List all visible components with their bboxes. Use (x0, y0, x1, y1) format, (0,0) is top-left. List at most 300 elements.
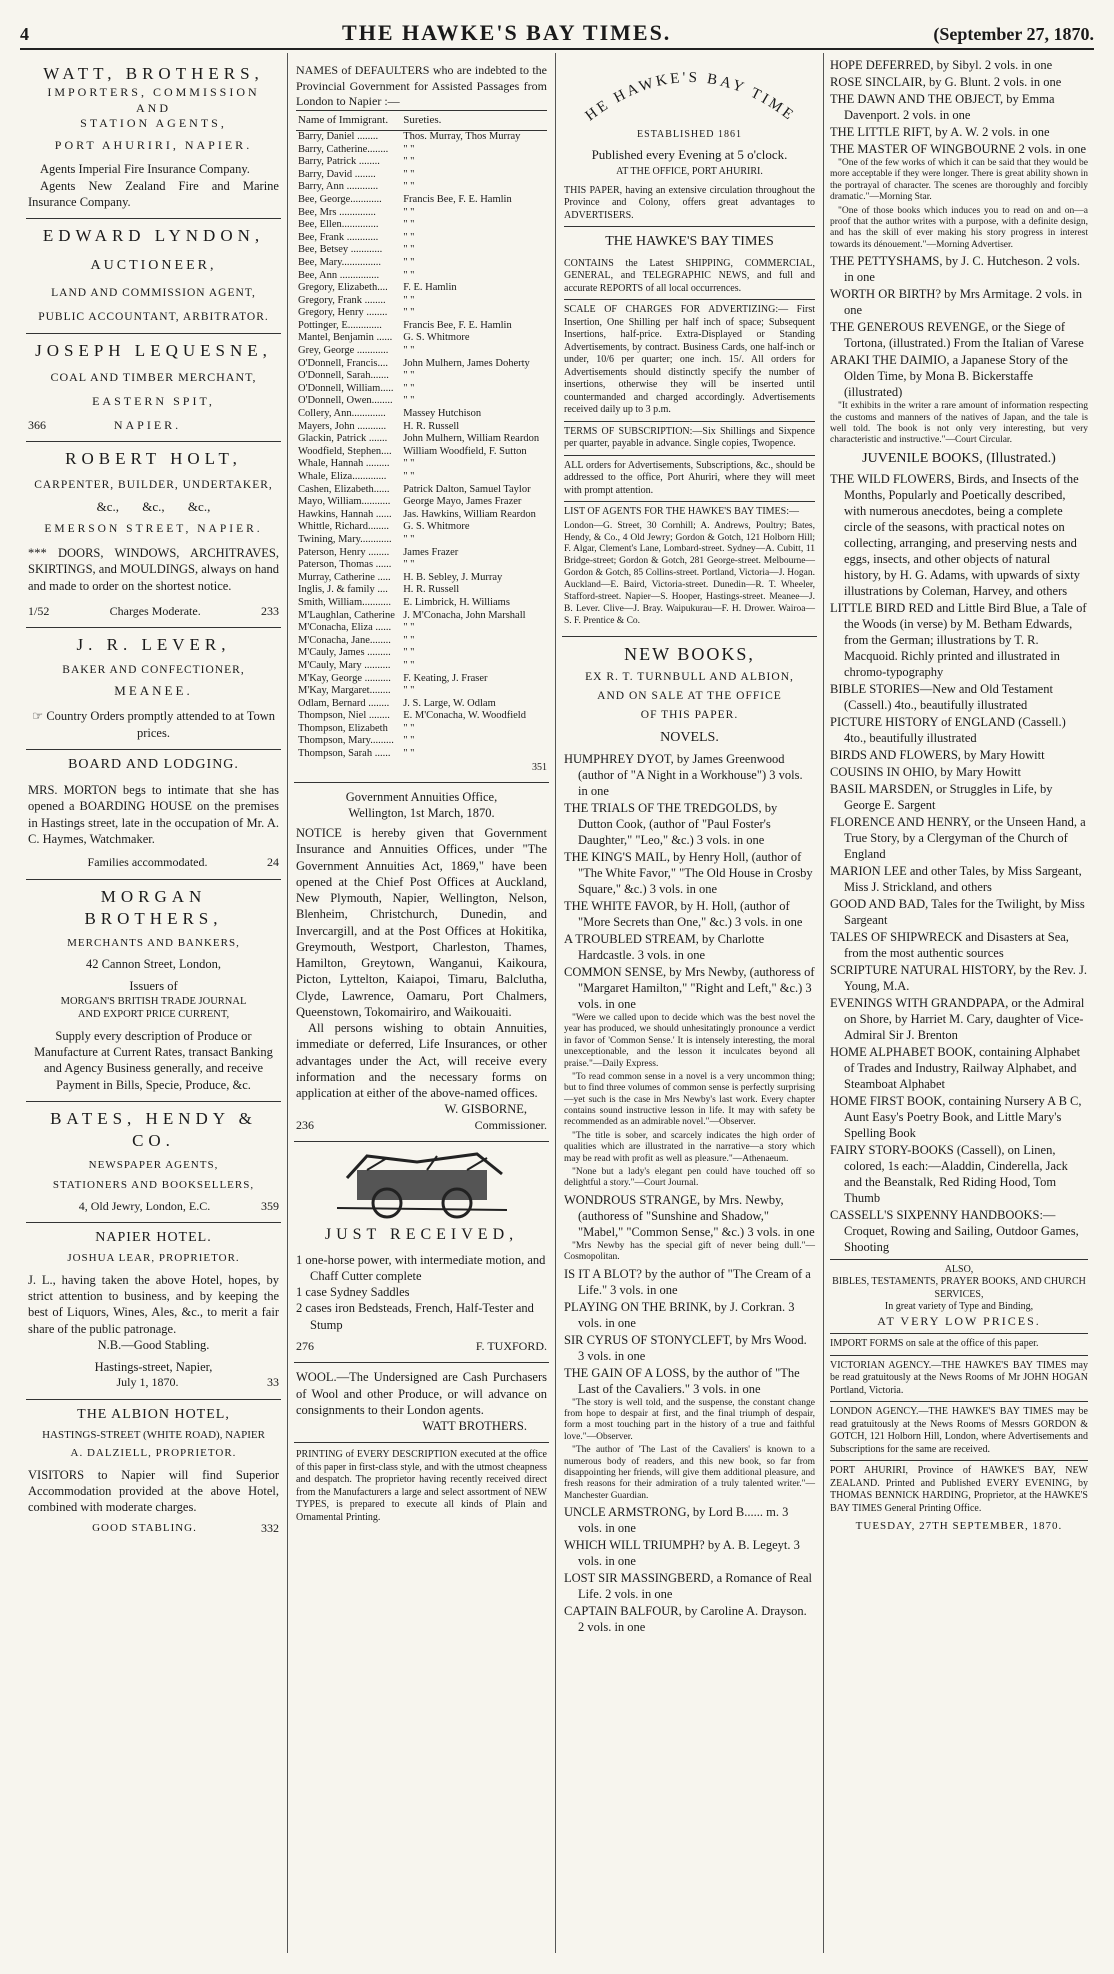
ad-line: July 1, 1870. (116, 1375, 179, 1390)
defaulters-table (296, 110, 547, 761)
book-entry: THE LITTLE RIFT, by A. W. 2 vols. in one (830, 125, 1050, 139)
ad-just-received (294, 1142, 549, 1363)
ad-number: 366 (28, 417, 46, 432)
ad-signature: W. GISBORNE, (444, 1102, 527, 1117)
ad-body: J. L., having taken the above Hotel, hopes, by strict attention to business, and by keeping the best of Liquors, Wines, Ales, &c., to merit a fair share of the public patronage. (28, 1272, 279, 1336)
ad-watt-brothers (26, 57, 281, 219)
table-row (296, 446, 547, 459)
book-entry: HOME FIRST BOOK, containing Nursery A B C, Aunt Easy's Poetry Book, and Little Mary's Spelling Book (830, 1093, 1082, 1140)
table-header: Name of Immigrant. (296, 110, 401, 130)
immigrant-name: Thompson, Elizabeth (298, 722, 388, 734)
sureties: G. S. Whitmore (403, 332, 470, 344)
ad-line: IMPORTERS, COMMISSION AND (47, 85, 260, 115)
table-row (296, 244, 547, 257)
ad-line: LAND AND COMMISSION AGENT, (51, 286, 256, 299)
table-row (296, 509, 547, 522)
sureties: John Mulhern, James Doherty (403, 357, 530, 369)
book-entry: HOPE DEFERRED, by Sibyl. 2 vols. in one (830, 58, 1053, 72)
sureties: " " (403, 181, 415, 193)
table-row (296, 395, 547, 408)
sureties: " " (403, 634, 415, 646)
table-row (296, 156, 547, 169)
book-entry: THE TRIALS OF THE TREDGOLDS, by Dutton Cook, (author of "Paul Foster's Daughter," "Leo," &c.) 3 vols. in one (564, 800, 778, 847)
imprint-date: TUESDAY, 27TH SEPTEMBER, 1870. (855, 1520, 1063, 1533)
book-entry: UNCLE ARMSTRONG, by Lord B...... m. 3 vols. in one (564, 1505, 789, 1536)
immigrant-name: O'Donnell, William..... (298, 382, 394, 394)
newspaper-title: THE HAWKE'S BAY TIMES. (342, 20, 672, 45)
table-row (296, 421, 547, 434)
ad-title: THE HAWKE'S BAY TIMES (605, 234, 774, 250)
review-quote: "Were we called upon to decide which was the best novel the year has produced, we should unhesitatingly pronounce a verdict in favor of 'Common Sense.' It is intensely interesting, the moral unexceptionable, and the lesson it inculcates beyond all praise."—Daily Express. (564, 1012, 815, 1069)
immigrant-name: Hawkins, Hannah ...... (298, 508, 392, 520)
book-entry: THE WILD FLOWERS, Birds, and Insects of the Months, Popularly and Poetically described, with numerous anecdotes, being a complete circle of the seasons, with practical notes on collecting, arranging, and preserving nests and eggs, insects, and other objects of natural history, by H. G. Adams, with upwards of sixty illustrations by Coleman, Harvey, and others (830, 471, 1080, 598)
table-row (296, 610, 547, 623)
pointing-hand-icon: ☞ (31, 709, 44, 724)
ad-line: EMERSON STREET, NAPIER. (44, 523, 263, 536)
table-row (296, 723, 547, 736)
sureties: " " (403, 269, 415, 281)
immigrant-name: Glackin, Patrick ....... (298, 433, 388, 445)
ad-body: Agents Imperial Fire Insurance Company. (40, 162, 250, 177)
sureties: F. E. Hamlin (403, 282, 457, 294)
table-row (296, 358, 547, 371)
ad-line: Commissioner. (474, 1117, 547, 1132)
list-item: 2 cases iron Bedsteads, French, Half-Tester and Stump (296, 1301, 534, 1332)
table-row (296, 130, 547, 143)
immigrant-name: O'Donnell, Owen........ (298, 395, 393, 407)
immigrant-name: Murray, Catherine ..... (298, 571, 391, 583)
ad-body: THIS PAPER, having an extensive circulation throughout the Province and Colony, offers great advantages to ADVERTISERS. (564, 184, 815, 221)
table-row (296, 471, 547, 484)
review-quote: "One of those books which induces you to read on and on—a proof that the author writes with a purpose, with a definite design, and has the skill of ever making his story progress in interest towards its dénouement."—Morning Advertiser. (830, 205, 1088, 250)
sureties: E. M'Conacha, W. Woodfield (403, 710, 526, 722)
sureties: " " (403, 685, 415, 697)
immigrant-name: Whale, Hannah ......... (298, 458, 390, 470)
ad-line: PORT AHURIRI, NAPIER. (54, 137, 253, 152)
ad-line: Hastings-street, Napier, (94, 1360, 213, 1375)
ad-line: MORGAN'S BRITISH TRADE JOURNAL (60, 995, 247, 1007)
table-row (296, 559, 547, 572)
ad-body: ALL orders for Advertisements, Subscriptions, &c., should be addressed to the office, Port Ahuriri, where they will meet with prompt attention. (564, 459, 815, 496)
review-quote: "None but a lady's elegant pen could have touched off so delightful a story."—Court Journal. (564, 1167, 815, 1189)
review-quote: "Mrs Newby has the special gift of never being dull."—Cosmopolitan. (564, 1240, 815, 1263)
table-row (296, 496, 547, 509)
ad-line: Government Annuities Office, (345, 789, 498, 804)
ad-defaulters (294, 57, 549, 783)
table-row (296, 219, 547, 232)
book-entry: WHICH WILL TRIUMPH? by A. B. Legeyt. 3 vols. in one (564, 1538, 800, 1569)
immigrant-name: Inglis, J. & family .... (298, 584, 388, 596)
immigrant-name: M'Conacha, Eliza ...... (298, 622, 392, 634)
sureties: " " (403, 345, 415, 357)
table-row (296, 647, 547, 660)
immigrant-name: M'Cauly, James ......... (298, 647, 391, 659)
table-row (296, 169, 547, 182)
sureties: " " (403, 622, 415, 634)
ad-title: J. R. LEVER, (76, 635, 231, 655)
ad-line: OF THIS PAPER. (640, 708, 739, 721)
sureties: " " (403, 533, 415, 545)
ad-line: AND EXPORT PRICE CURRENT, (77, 1009, 230, 1021)
table-row (296, 181, 547, 194)
sureties: J. M'Conacha, John Marshall (403, 609, 526, 621)
ad-line: JOSHUA LEAR, PROPRIETOR. (67, 1252, 240, 1265)
immigrant-name: Bee, Betsey ............ (298, 244, 383, 256)
sureties: Thos. Murray, Thos Murray (403, 130, 521, 142)
ad-body: NOTICE is hereby given that Government Insurance and Annuities Offices, under "The Government Annuities Act, 1869," have been opened at the Chief Post Offices at Auckland, New Plymouth, Napier, Wellington, Nelson, Blenheim, Christchurch, Dunedin, and Invercargill, and at the Post Offices at Hokitika, Greymouth, Westport, Charleston, Thames, Hamilton, Greytown, Wanganui, Kaikoura, Picton, Lyttelton, Kaiapoi, Timaru, Balclutha, Clyde, Lawrence, Oamaru, Port Chalmers, Queenstown, Tokomairiro, and Waikouaiti. (296, 826, 547, 1019)
sureties: George Mayo, James Frazer (403, 496, 522, 508)
sureties: " " (403, 395, 415, 407)
sureties: J. S. Large, W. Odlam (403, 697, 496, 709)
ad-body: TERMS OF SUBSCRIPTION:—Six Shillings and Sixpence per quarter, payable in advance. Single copies, Twopence. (564, 425, 815, 450)
sureties: " " (403, 647, 415, 659)
sureties: G. S. Whitmore (403, 521, 470, 533)
immigrant-name: Mantel, Benjamin ...... (298, 332, 393, 344)
immigrant-name: Bee, Mrs .............. (298, 206, 376, 218)
book-entry: COUSINS IN OHIO, by Mary Howitt (830, 764, 1021, 779)
ad-body: PRINTING of EVERY DESCRIPTION executed at the office of this paper in first-class style, and with the utmost cheapness and despatch. The proprietor having recently received direct from the Manufacturers a large and select assortment of NEW TYPES, is prepared to execute all kinds of Plain and Ornamental Printing. (296, 1449, 547, 1523)
book-entry: PICTURE HISTORY of ENGLAND (Cassell.) 4to., beautifully illustrated (830, 714, 1066, 745)
book-entry: WORTH OR BIRTH? by Mrs Armitage. 2 vols. in one (830, 287, 1082, 318)
book-entry: HOME ALPHABET BOOK, containing Alphabet of Trades and Industry, Railway Alphabet, and Steamboat Alphabet (830, 1044, 1081, 1091)
sureties: " " (403, 294, 415, 306)
immigrant-name: Barry, Daniel ........ (298, 130, 379, 142)
sureties: " " (403, 722, 415, 734)
sureties: " " (403, 168, 415, 180)
book-entry: THE DAWN AND THE OBJECT, by Emma Davenport. 2 vols. in one (830, 92, 1055, 122)
book-entry: THE MASTER OF WINGBOURNE 2 vols. in one (830, 142, 1087, 156)
ad-signature: WATT BROTHERS. (422, 1419, 527, 1434)
sureties: " " (403, 231, 415, 243)
immigrant-name: M'Kay, Margaret........ (298, 685, 391, 697)
issue-date: (September 27, 1870. (933, 24, 1094, 44)
table-row (296, 597, 547, 610)
book-entry: SIR CYRUS OF STONYCLEFT, by Mrs Wood. 3 vols. in one (564, 1332, 807, 1363)
book-entry: THE GAIN OF A LOSS, by the author of "The Last of the Cavaliers." 3 vols. in one (564, 1365, 800, 1396)
ad-body: London—G. Street, 30 Cornhill; A. Andrews, Poultry; Bates, Hendy, & Co., 4 Old Jewry; Gordon & Gotch, 121 Holborn Hill; F. Algar, Clement's Lane, Lombard-street. Sydney—A. Cubitt, 11 Bridge-street; Gordon & Gotch, 281 George-street. Melbourne—Gordon & Gotch, 85 Collins-street. Portland, Victoria—J. Hogan. Auckland—E. Baird, Victoria-street. Dunedin—R. T. Wheeler, Stafford-street. Napier—S. Hooper, Hastings-street. Meanee—J. B. Lever. Clive—J. Bray. Waipukurau—F. H. Drower. Wairoa—S. F. Prentice & Co. (564, 520, 815, 626)
sureties: Patrick Dalton, Samuel Taylor (403, 483, 531, 495)
table-row (296, 572, 547, 585)
table-row (296, 207, 547, 220)
immigrant-name: Pottinger, E............. (298, 319, 382, 331)
section-subtitle: NOVELS. (660, 729, 719, 745)
svg-text:THE HAWKE'S BAY TIMES: HE HAWKE'S BAY TIME (582, 69, 798, 123)
book-entry: FAIRY STORY-BOOKS (Cassell), on Linen, colored, 1s each:—Aladdin, Cinderella, Jack and the Beanstalk, Red Riding Hood, Tom Thumb (830, 1142, 1068, 1205)
ad-line: Charges Moderate. (109, 603, 201, 618)
immigrant-name: O'Donnell, Francis.... (298, 357, 388, 369)
ad-line: STATION AGENTS, (80, 116, 227, 131)
table-row (296, 257, 547, 270)
table-header: Sureties. (401, 110, 547, 130)
book-entry: MARION LEE and other Tales, by Miss Sargeant, Miss J. Strickland, and others (830, 863, 1082, 894)
immigrant-name: Gregory, Henry ........ (298, 307, 388, 319)
ad-import-forms: IMPORT FORMS on sale at the office of this paper. (830, 1338, 1039, 1350)
ad-line: 4, Old Jewry, London, E.C. (78, 1198, 211, 1213)
ad-line: LIST OF AGENTS FOR THE HAWKE'S BAY TIMES:— (564, 506, 800, 518)
ad-line: N.B.—Good Stabling. (97, 1337, 210, 1352)
book-entry: BIBLE STORIES—New and Old Testament (Cassell.) 4to., beautifully illustrated (830, 681, 1053, 712)
ad-title: NAPIER HOTEL. (95, 1230, 212, 1246)
sureties: " " (403, 458, 415, 470)
sureties: H. R. Russell (403, 584, 460, 596)
ad-line: STATIONERS AND BOOKSELLERS, (52, 1179, 255, 1192)
sureties: " " (403, 256, 415, 268)
ad-line: ESTABLISHED 1861 (637, 128, 742, 140)
sureties: " " (403, 382, 415, 394)
ad-line: 42 Cannon Street, London, (85, 957, 222, 972)
immigrant-name: Bee, George............ (298, 193, 382, 205)
ad-line: COAL AND TIMBER MERCHANT, (50, 370, 257, 385)
immigrant-name: Bee, Frank ............ (298, 231, 379, 243)
sureties: " " (403, 370, 415, 382)
review-quote: "The story is well told, and the suspense, the constant change from hope to despair at first, and the final triumph of despair, form a most touching part in the history of a true and faithful love."—Observer. (564, 1397, 815, 1442)
ad-title: JOSEPH LEQUESNE, (35, 341, 272, 361)
table-row (296, 144, 547, 157)
ad-line: NEWSPAPER AGENTS, (88, 1159, 219, 1172)
table-row (296, 660, 547, 673)
ad-number: 1/52 (28, 603, 50, 618)
ad-line: AUCTIONEER, (90, 258, 217, 274)
immigrant-name: Thompson, Sarah ...... (298, 748, 391, 760)
sureties: " " (403, 219, 415, 231)
ad-line: &c., &c., &c., (96, 499, 211, 515)
ad-also: ALSO, BIBLES, TESTAMENTS, PRAYER BOOKS, AND CHURCH SERVICES, In great variety of Type and Binding, AT VERY LOW PRICES. (832, 1263, 1086, 1328)
new-books (562, 637, 817, 1645)
book-entry: WONDROUS STRANGE, by Mrs. Newby, (authoress of "Sunshine and Shadow," "Mabel," "Common Sense," &c.) 3 vols. in one (564, 1192, 815, 1239)
ad-line: AT THE OFFICE, PORT AHURIRI. (616, 166, 763, 178)
sureties: " " (403, 471, 415, 482)
table-row (296, 710, 547, 723)
ad-annuities (294, 783, 549, 1143)
table-row (296, 635, 547, 648)
columns (20, 53, 1094, 1953)
ad-number: 24 (267, 855, 279, 870)
page-number: 4 (20, 24, 29, 44)
ad-body: MRS. MORTON begs to intimate that she has opened a BOARDING HOUSE on the premises in Hastings street, late in the occupation of Mr. A. C. Haymes, Watchmaker. (28, 783, 279, 846)
ad-line: A. DALZIELL, PROPRIETOR. (70, 1447, 237, 1460)
masthead (20, 20, 1094, 50)
ad-title: WATT, BROTHERS, (43, 64, 264, 83)
sureties: E. Limbrick, H. Williams (403, 596, 510, 608)
immigrant-name: Barry, Ann ............ (298, 181, 379, 193)
immigrant-name: Mayers, John ........... (298, 420, 387, 432)
immigrant-name: Cashen, Elizabeth...... (298, 483, 390, 495)
immigrant-name: M'Laughlan, Catherine (298, 609, 395, 621)
ad-line: Issuers of (129, 979, 178, 994)
immigrant-name: Paterson, Thomas ...... (298, 559, 392, 571)
immigrant-name: Bee, Mary............... (298, 256, 382, 268)
sureties: " " (403, 307, 415, 319)
ad-line: GOOD STABLING. (92, 1522, 197, 1535)
immigrant-name: Paterson, Henry ........ (298, 546, 390, 558)
ad-printing (294, 1443, 549, 1532)
table-row (296, 685, 547, 698)
sureties: H. B. Sebley, J. Murray (403, 571, 503, 583)
ad-london-agency: LONDON AGENCY.—THE HAWKE'S BAY TIMES may be read gratuitously at the News Rooms of Messrs GORDON & GOTCH, 121 Holborn Hill, London, where Advertisements and Subscriptions for the same are received. (830, 1406, 1088, 1455)
ad-title: THE ALBION HOTEL, (77, 1406, 230, 1422)
table-row (296, 458, 547, 471)
table-row (296, 698, 547, 711)
immigrant-name: Thompson, Niel ........ (298, 710, 390, 722)
ad-hawkes-bay-times (562, 57, 817, 637)
book-entry: TALES OF SHIPWRECK and Disasters at Sea, from the most authentic sources (830, 929, 1069, 960)
immigrant-name: Odlam, Bernard ........ (298, 697, 390, 709)
table-row (296, 534, 547, 547)
book-entry: IS IT A BLOT? by the author of "The Cream of a Life." 3 vols. in one (564, 1266, 811, 1297)
immigrant-name: Woodfield, Stephen.... (298, 445, 392, 457)
table-row (296, 307, 547, 320)
review-quote: "It exhibits in the writer a rare amount of information respecting the customs and manners of the natives of Japan, and the tale is well told. The book is not only very interesting, but very characteristic and instructive."—Court Circular. (830, 401, 1088, 446)
immigrant-name: Gregory, Elizabeth.... (298, 282, 388, 294)
book-entry: THE GENEROUS REVENGE, or the Siege of Tortona, (illustrated.) From the Italian of Varese (830, 320, 1084, 351)
table-row (296, 232, 547, 245)
ad-line: EASTERN SPIT, (92, 394, 215, 409)
immigrant-name: Thompson, Mary......... (298, 735, 394, 747)
table-row (296, 547, 547, 560)
review-quote: "The title is sober, and scarcely indicates the high order of qualities which are illustrated in the narrative—a story which may be read with profit as well as pleasure."—Athenaeum. (564, 1130, 815, 1164)
ad-number: 332 (260, 1521, 279, 1536)
ad-line: Wellington, 1st March, 1870. (348, 805, 495, 820)
ad-line: PUBLIC ACCOUNTANT, ARBITRATOR. (38, 311, 269, 324)
immigrant-name: Smith, William........... (298, 596, 392, 608)
book-entry: THE WHITE FAVOR, by H. Holl, (author of "More Secrets than One," &c.) 3 vols. in one (564, 898, 803, 929)
book-entry: THE KING'S MAIL, by Henry Holl, (author of "The White Favor," "The Old House in Crosby Square," &c.) 3 vols. in one (564, 849, 813, 896)
immigrant-name: Mayo, William........... (298, 496, 391, 508)
sureties: " " (403, 156, 415, 168)
sureties: James Frazer (403, 546, 459, 558)
book-entry: SCRIPTURE NATURAL HISTORY, by the Rev. J. Young, M.A. (830, 962, 1087, 993)
table-row (296, 748, 547, 761)
ad-number: 33 (266, 1375, 279, 1390)
ad-victorian-agency: VICTORIAN AGENCY.—THE HAWKE'S BAY TIMES may be read gratuitously at the News Rooms of Mr JOHN HOGAN Portland, Victoria. (830, 1359, 1088, 1396)
table-row (296, 194, 547, 207)
sureties: " " (403, 735, 415, 747)
book-entry: ROSE SINCLAIR, by G. Blunt. 2 vols. in one (830, 75, 1062, 89)
table-row (296, 433, 547, 446)
book-entry: GOOD AND BAD, Tales for the Twilight, by Miss Sargeant (830, 896, 1085, 927)
ad-bates-hendy (26, 1102, 281, 1223)
book-entry: BIRDS AND FLOWERS, by Mary Howitt (830, 747, 1045, 762)
immigrant-name: O'Donnell, Sarah....... (298, 370, 389, 382)
ad-number: 276 (296, 1338, 314, 1353)
ad-robert-holt (26, 442, 281, 628)
ad-title: BOARD AND LODGING. (68, 756, 239, 772)
ad-body: NAMES of DEFAULTERS who are indebted to the Provincial Government for Assisted Passages from London to Napier :— (296, 63, 547, 109)
table-row (296, 282, 547, 295)
sureties: Massey Hutchison (403, 408, 482, 420)
ad-morgan-brothers (26, 880, 281, 1102)
immigrant-name: M'Kay, George .......... (298, 672, 391, 684)
list-item: 1 case Sydney Saddles (296, 1285, 410, 1300)
immigrant-name: Whale, Eliza............. (298, 471, 387, 482)
sureties: Francis Bee, F. E. Hamlin (403, 319, 512, 331)
table-row (296, 673, 547, 686)
column-1 (20, 53, 288, 1953)
sureties: " " (403, 143, 415, 155)
sureties: William Woodfield, F. Sutton (403, 445, 527, 457)
ad-line: Families accommodated. (87, 855, 208, 870)
ad-line: BAKER AND CONFECTIONER, (62, 663, 245, 676)
sureties: " " (403, 559, 415, 571)
immigrant-name: M'Conacha, Jane........ (298, 634, 391, 646)
table-row (296, 484, 547, 497)
sureties: " " (403, 748, 415, 760)
table-row (296, 735, 547, 748)
immigrant-name: Gregory, Frank ........ (298, 294, 386, 306)
list-item: 1 one-horse power, with intermediate motion, and Chaff Cutter complete (296, 1252, 546, 1283)
section-title: NEW BOOKS, (624, 643, 755, 664)
book-entry: BASIL MARSDEN, or Struggles in Life, by George E. Sargent (830, 781, 1053, 812)
sureties: Jas. Hawkins, William Reardon (403, 508, 536, 520)
table-row (296, 622, 547, 635)
book-entry: A TROUBLED STREAM, by Charlotte Hardcastle. 3 vols. in one (564, 931, 765, 962)
book-entry: LITTLE BIRD RED and Little Bird Blue, a Tale of the Woods (in verse) by M. Betham Edwards, from the German; illustrations by T. R. Macquoid. Richly printed and illustrated in chromo-typography (830, 600, 1087, 679)
immigrant-name: Grey, George ............ (298, 345, 389, 357)
sureties: H. R. Russell (403, 420, 460, 432)
table-row (296, 383, 547, 396)
book-entry: CAPTAIN BALFOUR, by Caroline A. Drayson. 2 vols. in one (564, 1604, 807, 1635)
ad-body: *** DOORS, WINDOWS, ARCHITRAVES, SKIRTINGS, and MOULDINGS, always on hand and made to order on the shortest notice. (28, 546, 279, 593)
sureties: " " (403, 206, 415, 218)
review-quote: "One of the few works of which it can be said that they would be more acceptable if they were longer. There is great ability shown in the portrayal of character. The scenes are thoroughly and forcibly dramatic."—Morning Star. (830, 158, 1088, 203)
book-entry: FLORENCE AND HENRY, or the Unseen Hand, a True Story, by a Clergyman of the Church of England (830, 814, 1086, 861)
sureties: " " (403, 659, 415, 671)
ad-signature: F. TUXFORD. (475, 1338, 547, 1353)
ad-body: SCALE OF CHARGES FOR ADVERTIZING:— First Insertion, One Shilling per half inch of space; Subsequent Insertions, half-price. Extra-Displayed or Standing Advertisements, by contract. Business Cards, one half-inch or under, 10/6 per quarter; one inch. 15/. All orders for Advertisements should distinctly specify the number of insertions, otherwise they will be inserted until countermanded and charged accordingly. Advertisements received daily up to 3 p.m. (564, 304, 815, 416)
ad-line: NAPIER. (113, 417, 182, 432)
book-entry: EVENINGS WITH GRANDPAPA, or the Admiral on Shore, by Harriet M. Cary, daughter of Vice-Admiral Sir J. Brenton (830, 995, 1085, 1042)
review-quote: "To read common sense in a novel is a very uncommon thing; but to find three volumes of common sense is perfectly surprising—yet such is the case in Mrs Newby's last work. Every chapter contains sound instructive lesson in life. It may with safety be recommended as an admirable novel."—Observer. (564, 1071, 815, 1128)
ad-line: HASTINGS-STREET (WHITE ROAD), NAPIER (42, 1429, 265, 1442)
ad-body: All persons wishing to obtain Annuities, immediate or deferred, Life Insurances, or other advantages under the Act, will receive every information and the necessary forms on application at either of the above-named offices. (296, 1021, 547, 1101)
ad-edward-lyndon (26, 219, 281, 334)
ad-title: ROBERT HOLT, (65, 449, 242, 469)
ad-body: WOOL.—The Undersigned are Cash Purchasers of Wool and other Produce, or will advance on consignments to their London agents. (296, 1370, 547, 1417)
ad-line: Published every Evening at 5 o'clock. (591, 146, 788, 162)
immigrant-name: Barry, David ........ (298, 168, 376, 180)
table-row (296, 332, 547, 345)
machinery-illustration (327, 1148, 517, 1220)
ad-body: Agents New Zealand Fire and Marine Insurance Company. (28, 178, 279, 209)
immigrant-name: Barry, Catherine........ (298, 143, 389, 155)
ad-body: VISITORS to Napier will find Superior Accommodation provided at the above Hotel, combined with moderate charges. (28, 1467, 279, 1515)
ad-number: 236 (296, 1117, 314, 1132)
ad-line: AND ON SALE AT THE OFFICE (597, 689, 782, 702)
ad-albion-hotel (26, 1400, 281, 1545)
immigrant-name: Collery, Ann............. (298, 408, 386, 420)
ad-title: JUST RECEIVED, (324, 1225, 519, 1243)
ad-line: MEANEE. (114, 683, 193, 699)
table-row (296, 345, 547, 358)
column-2 (288, 53, 556, 1953)
ad-title: EDWARD LYNDON, (42, 226, 265, 246)
ad-board-lodging (26, 750, 281, 880)
review-quote: "The author of 'The Last of the Cavaliers' is known to a numerous body of readers, and this new book, so far from disappointing her friends, will give them additional pleasure, and fresh reasons for their admiration of a truly talented writer."—Manchester Guardian. (564, 1445, 815, 1501)
ad-line: EX R. T. TURNBULL AND ALBION, (585, 670, 794, 683)
immigrant-name: Bee, Ellen.............. (298, 219, 379, 231)
column-4 (824, 53, 1094, 1953)
ad-body: Supply every description of Produce or Manufacture at Current Rates, transact Banking and Agency Business generally, and receive Payment in Bills, Specie, Produce, &c. (34, 1028, 273, 1092)
ad-napier-hotel (26, 1223, 281, 1400)
ad-title: MORGAN BROTHERS, (84, 886, 223, 928)
table-row (296, 408, 547, 421)
ad-line: CARPENTER, BUILDER, UNDERTAKER, (34, 479, 273, 492)
ad-number: 233 (261, 603, 279, 618)
ad-wool (294, 1363, 549, 1443)
book-entry: ARAKI THE DAIMIO, a Japanese Story of the Olden Time, by Mona B. Bickerstaffe (illustrated) (830, 353, 1068, 400)
table-row (296, 270, 547, 283)
ad-body: Country Orders promptly attended to at Town prices. (46, 709, 276, 740)
